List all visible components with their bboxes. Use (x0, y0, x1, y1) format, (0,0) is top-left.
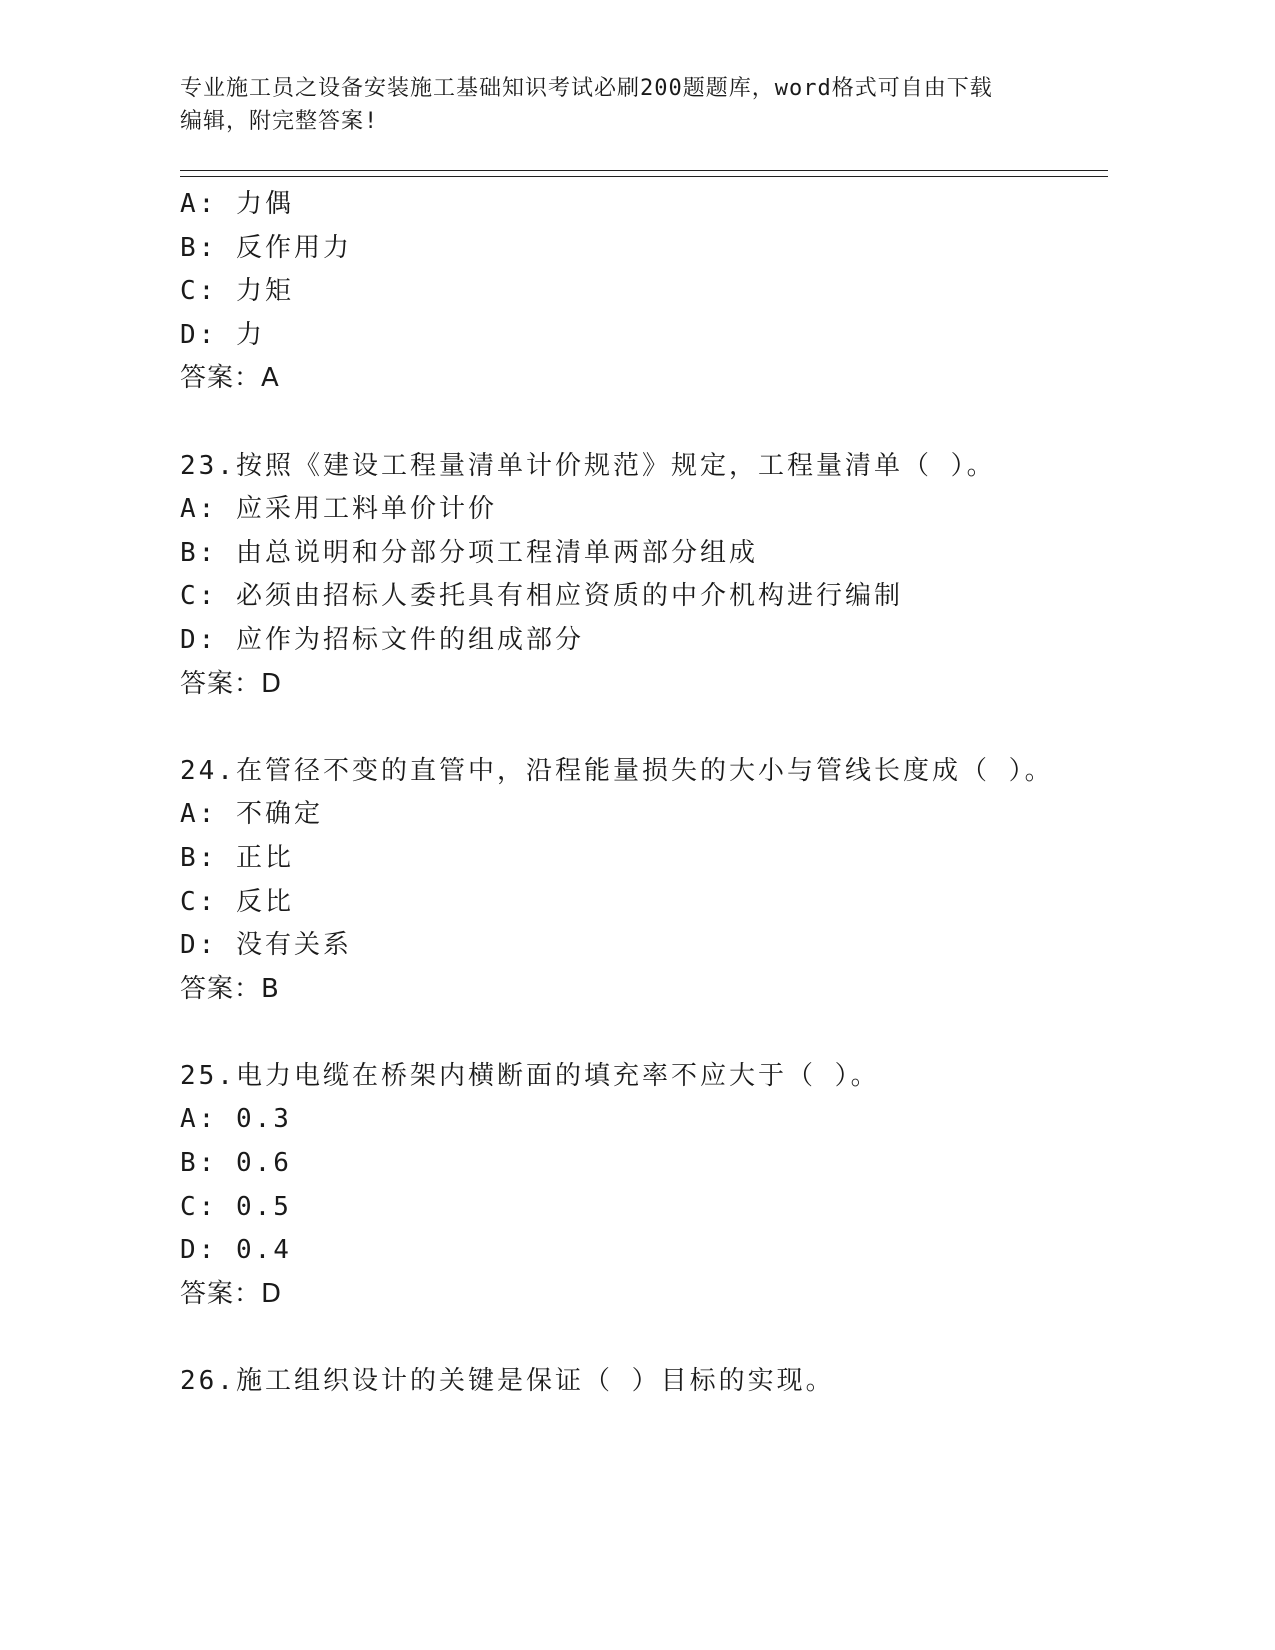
option-a: A: 不确定 (180, 799, 323, 830)
header-divider-bottom (180, 176, 1108, 177)
option-b: B: 由总说明和分部分项工程清单两部分组成 (180, 537, 758, 568)
answer-line: 答案：B (180, 973, 280, 1004)
question-block-22 (180, 183, 1108, 401)
option-c: C: 必须由招标人委托具有相应资质的中介机构进行编制 (180, 581, 903, 612)
question-stem: 23.按照《建设工程量清单计价规范》规定，工程量清单（ ）。 (180, 450, 996, 481)
option-c: C: 0.5 (180, 1191, 292, 1222)
question-list (180, 183, 1108, 1404)
option-a: A: 应采用工料单价计价 (180, 494, 497, 525)
option-a: A: 0.3 (180, 1104, 292, 1135)
option-a: A: 力偶 (180, 189, 294, 219)
option-b: B: 0.6 (180, 1148, 292, 1179)
answer-line: 答案：A (180, 363, 280, 394)
option-d: D: 应作为招标文件的组成部分 (180, 624, 584, 655)
answer-line: 答案：D (180, 1278, 283, 1309)
document-header (180, 72, 1040, 138)
question-stem: 25.电力电缆在桥架内横断面的填充率不应大于（ ）。 (180, 1060, 880, 1091)
option-d: D: 力 (180, 319, 265, 350)
option-b: B: 反作用力 (180, 232, 352, 263)
header-line-2: 编辑，附完整答案! (180, 109, 379, 134)
question-block-23 (180, 445, 1108, 707)
spacer (180, 1316, 1108, 1360)
spacer (180, 401, 1108, 445)
option-c: C: 力矩 (180, 276, 294, 307)
answer-line: 答案：D (180, 668, 283, 699)
question-stem: 24.在管径不变的直管中，沿程能量损失的大小与管线长度成（ ）。 (180, 755, 1054, 786)
spacer (180, 706, 1108, 750)
header-line-1: 专业施工员之设备安装施工基础知识考试必刷200题题库，word格式可自由下载 (180, 76, 993, 101)
header-divider-top (180, 170, 1108, 171)
option-c: C: 反比 (180, 886, 294, 917)
option-b: B: 正比 (180, 842, 294, 873)
question-block-26 (180, 1360, 1108, 1404)
question-block-24 (180, 750, 1108, 1012)
option-d: D: 没有关系 (180, 930, 352, 961)
option-d: D: 0.4 (180, 1235, 292, 1266)
question-stem: 26.施工组织设计的关键是保证（ ）目标的实现。 (180, 1366, 835, 1397)
spacer (180, 1011, 1108, 1055)
question-block-25 (180, 1055, 1108, 1317)
